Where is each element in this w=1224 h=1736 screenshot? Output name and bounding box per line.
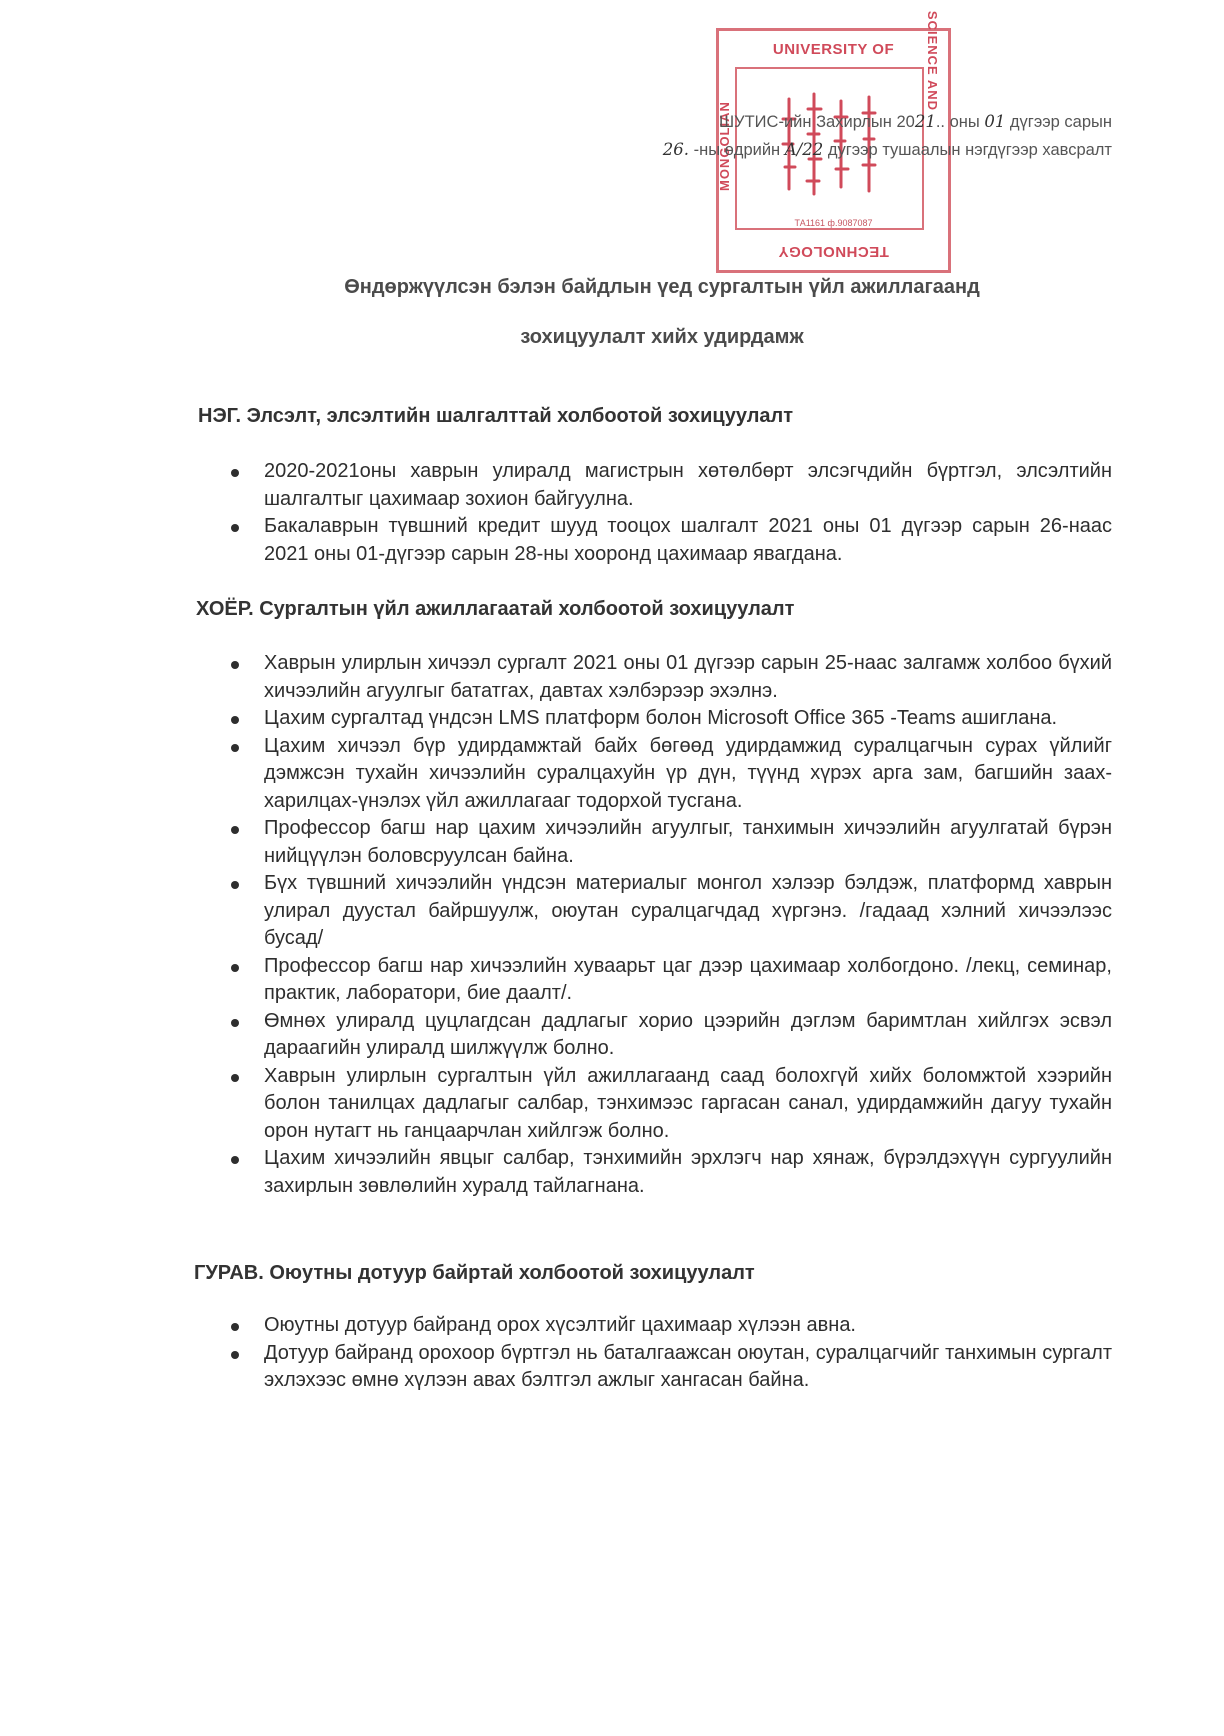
appendix-line-2 xyxy=(663,136,1112,164)
section-heading-2: ХОЁР. Сургалтын үйл ажиллагаатай холбоотой зохицуулалт xyxy=(196,598,795,620)
list-item: Хаврын улирлын хичээл сургалт 2021 оны 01 дүгээр сарын 25-наас залгамж холбоо бүхий хичээлийн агуулгыг бататгах, давтах хэлбэрээр эхэлнэ. xyxy=(264,650,1112,705)
stamp-right-text: SCIENCE AND xyxy=(925,10,940,111)
list-item: Цахим сургалтад үндсэн LMS платформ болон Microsoft Office 365 -Teams ашиглана. xyxy=(264,705,1112,733)
appendix-line1-suffix: дүгээр сарын xyxy=(1005,113,1112,131)
handwritten-year: 21 xyxy=(914,112,936,131)
handwritten-day: 26. xyxy=(662,140,689,159)
handwritten-order-number: A/22 xyxy=(784,140,824,159)
list-item: Профессор багш нар хичээлийн хуваарьт цаг дээр цахимаар холбогдоно. /лекц, семинар, практик, лаборатори, бие даалт/. xyxy=(264,953,1112,1008)
document-title-line-1: Өндөржүүлсэн бэлэн байдлын үед сургалтын үйл ажиллагаанд xyxy=(344,276,980,298)
list-item: Цахим хичээл бүр удирдамжтай байх бөгөөд удирдамжид суралцагчын сурах үйлийг дэмжсэн тухайн хичээлийн суралцахуйн үр дүн, түүнд хүрэх арга зам, багшийн заах-харилцах-үнэлэх үйл ажиллагааг тодорхой тусгана. xyxy=(264,733,1112,816)
list-item: Бакалаврын түвшний кредит шууд тооцох шалгалт 2021 оны 01 дүгээр сарын 26-наас 2021 оны 01-дүгээр сарын 28-ны хооронд цахимаар явагдана. xyxy=(264,513,1112,568)
section-2-list xyxy=(264,650,1112,1200)
section-1-list xyxy=(264,458,1112,568)
stamp-left-text: MONGOLIAN xyxy=(717,101,732,191)
list-item: Профессор багш нар цахим хичээлийн агуулгыг, танхимын хичээлийн агуулгатай бүрэн нийцүүлэн боловсруулсан байна. xyxy=(264,815,1112,870)
list-item: 2020-2021оны хаврын улиралд магистрын хөтөлбөрт элсэгчдийн бүртгэл, элсэлтийн шалгалтыг цахимаар зохион байгуулна. xyxy=(264,458,1112,513)
section-3-list xyxy=(264,1312,1112,1395)
list-item: Дотуур байранд орохоор бүртгэл нь баталгаажсан оюутан, суралцагчийг танхимын сургалт эхлэхээс өмнө хүлээн авах бэлтгэл ажлыг хангасан байна. xyxy=(264,1340,1112,1395)
section-heading-1: НЭГ. Элсэлт, элсэлтийн шалгалттай холбоотой зохицуулалт xyxy=(198,405,794,427)
section-heading-3: ГУРАВ. Оюутны дотуур байртай холбоотой зохицуулалт xyxy=(194,1262,755,1284)
stamp-registration-number: ТА1161 ф.9087087 xyxy=(794,218,873,228)
document-title-line-2: зохицуулалт хийх удирдамж xyxy=(520,326,804,348)
list-item: Цахим хичээлийн явцыг салбар, тэнхимийн эрхлэгч нар хянаж, бүрэлдэхүүн сургуулийн захирлын зөвлөлийн хуралд тайлагнана. xyxy=(264,1145,1112,1200)
stamp-bottom-text: TECHNOLOGY xyxy=(778,243,889,260)
appendix-line1-mid: .. оны xyxy=(935,113,985,131)
appendix-line2-mid: -ны өдрийн xyxy=(689,141,785,159)
appendix-line2-suffix: дугээр тушаалын нэгдүгээр хавсралт xyxy=(823,141,1112,159)
appendix-line-1 xyxy=(663,108,1112,136)
appendix-line1-prefix: ШУТИС-ийн Захирлын 20 xyxy=(719,113,915,131)
handwritten-month: 01 xyxy=(984,112,1006,131)
list-item: Оюутны дотуур байранд орох хүсэлтийг цахимаар хүлээн авна. xyxy=(264,1312,1112,1340)
stamp-top-text: UNIVERSITY OF xyxy=(772,41,895,58)
list-item: Хаврын улирлын сургалтын үйл ажиллагаанд саад болохгүй хийх боломжтой хээрийн болон танилцах дадлагыг салбар, тэнхимээс гаргасан санал, удирдамжийн дагуу тухайн орон нутагт нь ганцаарчлан хийлгэж болно. xyxy=(264,1063,1112,1146)
list-item: Бүх түвшний хичээлийн үндсэн материалыг монгол хэлээр бэлдэж, платформд хаврын улирал дуустал байршуулж, оюутан суралцагчдад хүргэнэ. /гадаад хэлний хичээлээс бусад/ xyxy=(264,870,1112,953)
list-item: Өмнөх улиралд цуцлагдсан дадлагыг хорио цээрийн дэглэм баримтлан хийлгэх эсвэл дараагийн улиралд шилжүүлж болно. xyxy=(264,1008,1112,1063)
appendix-note xyxy=(663,108,1112,164)
